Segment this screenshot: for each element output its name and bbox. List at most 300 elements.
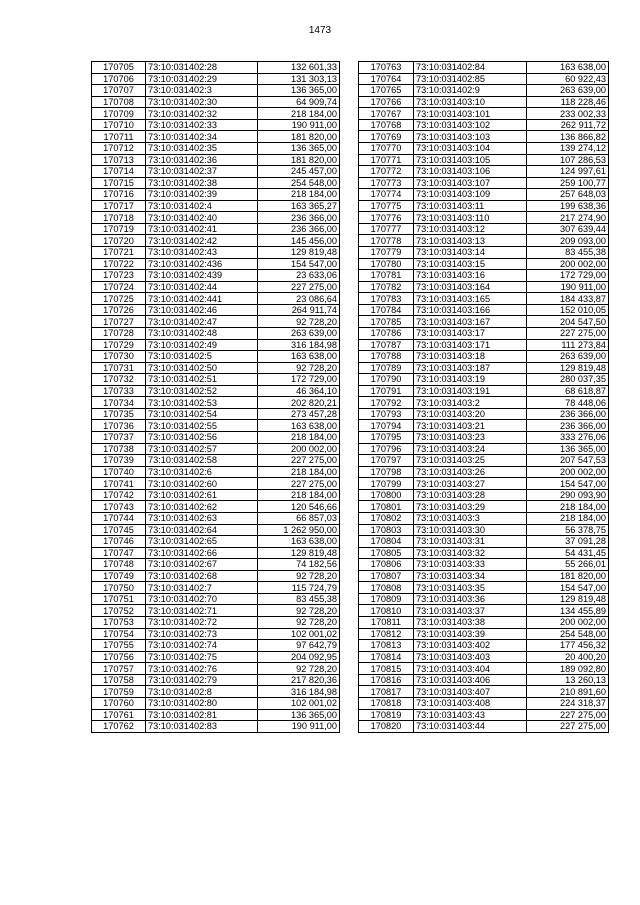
cadastral-value: 204 547,50 <box>527 316 609 328</box>
table-row <box>92 351 340 363</box>
row-number: 170771 <box>359 154 414 166</box>
cadastral-number: 73:10:031403:13 <box>414 235 527 247</box>
cadastral-number: 73:10:031403:16 <box>414 270 527 282</box>
table-row <box>359 131 609 143</box>
row-number: 170713 <box>92 154 146 166</box>
table-row <box>92 339 340 351</box>
table-row <box>359 293 609 305</box>
cadastral-value: 259 100,77 <box>527 177 609 189</box>
cadastral-value: 102 001,02 <box>258 697 340 709</box>
row-number: 170748 <box>92 559 146 571</box>
row-number: 170735 <box>92 408 146 420</box>
cadastral-value: 254 548,00 <box>527 628 609 640</box>
cadastral-value: 236 366,00 <box>527 408 609 420</box>
cadastral-number: 73:10:031403:36 <box>414 593 527 605</box>
table-row <box>359 443 609 455</box>
cadastral-value: 263 639,00 <box>258 327 340 339</box>
cadastral-number: 73:10:031402:28 <box>146 62 258 74</box>
cadastral-number: 73:10:031403:10 <box>414 96 527 108</box>
cadastral-number: 73:10:031403:15 <box>414 258 527 270</box>
cadastral-number: 73:10:031403:21 <box>414 420 527 432</box>
table-row <box>92 536 340 548</box>
cadastral-number: 73:10:031403:29 <box>414 501 527 513</box>
cadastral-value: 1 262 950,00 <box>258 524 340 536</box>
table-row <box>359 512 609 524</box>
cadastral-number: 73:10:031403:33 <box>414 559 527 571</box>
cadastral-value: 263 639,00 <box>527 85 609 97</box>
row-number: 170745 <box>92 524 146 536</box>
cadastral-number: 73:10:031402:439 <box>146 270 258 282</box>
table-row <box>359 281 609 293</box>
cadastral-number: 73:10:031402:71 <box>146 605 258 617</box>
row-number: 170768 <box>359 119 414 131</box>
cadastral-number: 73:10:031403:24 <box>414 443 527 455</box>
cadastral-value: 184 433,87 <box>527 293 609 305</box>
table-row <box>92 304 340 316</box>
table-row <box>359 547 609 559</box>
row-number: 170795 <box>359 432 414 444</box>
cadastral-value: 83 455,38 <box>527 247 609 259</box>
cadastral-value: 236 366,00 <box>258 223 340 235</box>
table-row <box>359 697 609 709</box>
row-number: 170773 <box>359 177 414 189</box>
row-number: 170718 <box>92 212 146 224</box>
page-number: 1473 <box>308 25 332 36</box>
cadastral-value: 154 547,00 <box>258 258 340 270</box>
row-number: 170787 <box>359 339 414 351</box>
cadastral-number: 73:10:031403:37 <box>414 605 527 617</box>
cadastral-value: 177 456,32 <box>527 640 609 652</box>
row-number: 170711 <box>92 131 146 143</box>
table-row <box>359 617 609 629</box>
cadastral-value: 129 819,48 <box>527 593 609 605</box>
cadastral-value: 118 228,46 <box>527 96 609 108</box>
cadastral-value: 134 455,89 <box>527 605 609 617</box>
row-number: 170808 <box>359 582 414 594</box>
table-row <box>92 593 340 605</box>
table-row <box>92 663 340 675</box>
cadastral-value: 23 633,06 <box>258 270 340 282</box>
cadastral-value: 181 820,00 <box>258 131 340 143</box>
table-row <box>92 385 340 397</box>
row-number: 170794 <box>359 420 414 432</box>
table-row <box>359 686 609 698</box>
cadastral-value: 254 548,00 <box>258 177 340 189</box>
row-number: 170730 <box>92 351 146 363</box>
cadastral-value: 139 274,12 <box>527 142 609 154</box>
row-number: 170784 <box>359 304 414 316</box>
table-row <box>92 686 340 698</box>
row-number: 170756 <box>92 651 146 663</box>
cadastral-value: 218 184,00 <box>258 108 340 120</box>
cadastral-value: 181 820,00 <box>527 570 609 582</box>
table-row <box>92 108 340 120</box>
cadastral-number: 73:10:031402:7 <box>146 582 258 594</box>
cadastral-number: 73:10:031402:29 <box>146 73 258 85</box>
cadastral-number: 73:10:031402:83 <box>146 721 258 733</box>
cadastral-number: 73:10:031402:81 <box>146 709 258 721</box>
cadastral-number: 73:10:031402:68 <box>146 570 258 582</box>
cadastral-number: 73:10:031402:39 <box>146 189 258 201</box>
table-row <box>92 432 340 444</box>
cadastral-value: 227 275,00 <box>527 721 609 733</box>
cadastral-value: 92 728,20 <box>258 663 340 675</box>
cadastral-value: 111 273,84 <box>527 339 609 351</box>
table-row <box>92 212 340 224</box>
cadastral-value: 200 002,00 <box>527 258 609 270</box>
cadastral-value: 68 618,87 <box>527 385 609 397</box>
cadastral-value: 316 184,98 <box>258 339 340 351</box>
cadastral-number: 73:10:031403:43 <box>414 709 527 721</box>
table-row <box>92 154 340 166</box>
row-number: 170798 <box>359 466 414 478</box>
table-row <box>92 96 340 108</box>
row-number: 170740 <box>92 466 146 478</box>
table-row <box>359 374 609 386</box>
table-row <box>359 570 609 582</box>
cadastral-value: 23 086,64 <box>258 293 340 305</box>
table-row <box>359 582 609 594</box>
cadastral-value: 20 400,20 <box>527 651 609 663</box>
cadastral-number: 73:10:031402:35 <box>146 142 258 154</box>
cadastral-number: 73:10:031403:25 <box>414 455 527 467</box>
cadastral-number: 73:10:031403:3 <box>414 512 527 524</box>
cadastral-value: 233 002,33 <box>527 108 609 120</box>
table-body-right <box>359 62 609 733</box>
table-row <box>359 235 609 247</box>
table-row <box>92 697 340 709</box>
row-number: 170724 <box>92 281 146 293</box>
row-number: 170818 <box>359 697 414 709</box>
cadastral-value: 333 276,06 <box>527 432 609 444</box>
cadastral-number: 73:10:031402:80 <box>146 697 258 709</box>
table-row <box>359 351 609 363</box>
row-number: 170758 <box>92 674 146 686</box>
cadastral-value: 218 184,00 <box>527 501 609 513</box>
row-number: 170792 <box>359 397 414 409</box>
row-number: 170802 <box>359 512 414 524</box>
row-number: 170810 <box>359 605 414 617</box>
cadastral-value: 78 448,06 <box>527 397 609 409</box>
row-number: 170779 <box>359 247 414 259</box>
row-number: 170775 <box>359 200 414 212</box>
cadastral-value: 66 857,03 <box>258 512 340 524</box>
cadastral-number: 73:10:031403:171 <box>414 339 527 351</box>
row-number: 170757 <box>92 663 146 675</box>
cadastral-number: 73:10:031402:63 <box>146 512 258 524</box>
cadastral-number: 73:10:031403:27 <box>414 478 527 490</box>
cadastral-number: 73:10:031402:441 <box>146 293 258 305</box>
cadastral-value: 273 457,28 <box>258 408 340 420</box>
table-row <box>359 651 609 663</box>
row-number: 170715 <box>92 177 146 189</box>
row-number: 170785 <box>359 316 414 328</box>
cadastral-value: 92 728,20 <box>258 570 340 582</box>
row-number: 170754 <box>92 628 146 640</box>
cadastral-value: 46 364,10 <box>258 385 340 397</box>
cadastral-number: 73:10:031402:51 <box>146 374 258 386</box>
cadastral-value: 55 266,01 <box>527 559 609 571</box>
row-number: 170769 <box>359 131 414 143</box>
cadastral-number: 73:10:031403:109 <box>414 189 527 201</box>
cadastral-value: 115 724,79 <box>258 582 340 594</box>
table-row <box>359 142 609 154</box>
row-number: 170816 <box>359 674 414 686</box>
table-row <box>359 640 609 652</box>
table-row <box>92 85 340 97</box>
cadastral-number: 73:10:031402:30 <box>146 96 258 108</box>
cadastral-number: 73:10:031403:165 <box>414 293 527 305</box>
cadastral-value: 92 728,20 <box>258 605 340 617</box>
cadastral-value: 307 639,44 <box>527 223 609 235</box>
cadastral-value: 56 378,75 <box>527 524 609 536</box>
cadastral-value: 107 286,53 <box>527 154 609 166</box>
cadastral-value: 204 092,95 <box>258 651 340 663</box>
cadastral-number: 73:10:031403:103 <box>414 131 527 143</box>
row-number: 170755 <box>92 640 146 652</box>
cadastral-number: 73:10:031403:11 <box>414 200 527 212</box>
cadastral-value: 129 819,48 <box>527 362 609 374</box>
cadastral-value: 136 365,00 <box>258 85 340 97</box>
cadastral-number: 73:10:031402:3 <box>146 85 258 97</box>
cadastral-number: 73:10:031402:40 <box>146 212 258 224</box>
row-number: 170762 <box>92 721 146 733</box>
cadastral-table-right <box>358 61 609 733</box>
cadastral-number: 73:10:031402:42 <box>146 235 258 247</box>
cadastral-number: 73:10:031403:39 <box>414 628 527 640</box>
cadastral-value: 207 547,53 <box>527 455 609 467</box>
table-row <box>92 512 340 524</box>
row-number: 170732 <box>92 374 146 386</box>
row-number: 170728 <box>92 327 146 339</box>
cadastral-number: 73:10:031403:19 <box>414 374 527 386</box>
row-number: 170734 <box>92 397 146 409</box>
table-row <box>92 142 340 154</box>
row-number: 170736 <box>92 420 146 432</box>
row-number: 170800 <box>359 489 414 501</box>
table-row <box>92 200 340 212</box>
row-number: 170813 <box>359 640 414 652</box>
cadastral-value: 236 366,00 <box>258 212 340 224</box>
row-number: 170759 <box>92 686 146 698</box>
cadastral-number: 73:10:031402:56 <box>146 432 258 444</box>
cadastral-number: 73:10:031402:53 <box>146 397 258 409</box>
cadastral-value: 145 456,00 <box>258 235 340 247</box>
row-number: 170783 <box>359 293 414 305</box>
row-number: 170712 <box>92 142 146 154</box>
cadastral-number: 73:10:031403:105 <box>414 154 527 166</box>
table-row <box>92 177 340 189</box>
cadastral-value: 190 911,00 <box>527 281 609 293</box>
cadastral-value: 181 820,00 <box>258 154 340 166</box>
table-row <box>92 235 340 247</box>
row-number: 170751 <box>92 593 146 605</box>
cadastral-number: 73:10:031403:30 <box>414 524 527 536</box>
cadastral-number: 73:10:031402:73 <box>146 628 258 640</box>
row-number: 170772 <box>359 166 414 178</box>
cadastral-number: 73:10:031402:47 <box>146 316 258 328</box>
row-number: 170761 <box>92 709 146 721</box>
cadastral-number: 73:10:031403:107 <box>414 177 527 189</box>
cadastral-value: 199 638,36 <box>527 200 609 212</box>
cadastral-number: 73:10:031403:12 <box>414 223 527 235</box>
cadastral-value: 163 638,00 <box>258 351 340 363</box>
row-number: 170725 <box>92 293 146 305</box>
cadastral-number: 73:10:031402:48 <box>146 327 258 339</box>
table-row <box>92 455 340 467</box>
cadastral-number: 73:10:031402:52 <box>146 385 258 397</box>
cadastral-number: 73:10:031403:20 <box>414 408 527 420</box>
row-number: 170707 <box>92 85 146 97</box>
cadastral-value: 124 997,61 <box>527 166 609 178</box>
cadastral-value: 227 275,00 <box>527 327 609 339</box>
row-number: 170737 <box>92 432 146 444</box>
cadastral-value: 236 366,00 <box>527 420 609 432</box>
table-row <box>359 466 609 478</box>
cadastral-number: 73:10:031402:62 <box>146 501 258 513</box>
cadastral-value: 92 728,20 <box>258 316 340 328</box>
cadastral-value: 64 909,74 <box>258 96 340 108</box>
cadastral-number: 73:10:031403:32 <box>414 547 527 559</box>
row-number: 170744 <box>92 512 146 524</box>
table-row <box>92 362 340 374</box>
cadastral-value: 227 275,00 <box>258 281 340 293</box>
cadastral-number: 73:10:031403:110 <box>414 212 527 224</box>
cadastral-number: 73:10:031403:38 <box>414 617 527 629</box>
cadastral-value: 224 318,37 <box>527 697 609 709</box>
row-number: 170782 <box>359 281 414 293</box>
cadastral-value: 209 093,00 <box>527 235 609 247</box>
table-row <box>92 281 340 293</box>
row-number: 170709 <box>92 108 146 120</box>
cadastral-value: 129 819,48 <box>258 247 340 259</box>
cadastral-value: 190 911,00 <box>258 119 340 131</box>
cadastral-number: 73:10:031403:187 <box>414 362 527 374</box>
cadastral-number: 73:10:031403:18 <box>414 351 527 363</box>
cadastral-number: 73:10:031402:66 <box>146 547 258 559</box>
row-number: 170789 <box>359 362 414 374</box>
table-row <box>92 223 340 235</box>
cadastral-value: 163 638,00 <box>258 536 340 548</box>
table-row <box>359 489 609 501</box>
table-row <box>359 119 609 131</box>
table-row <box>359 501 609 513</box>
table-row <box>92 73 340 85</box>
cadastral-number: 73:10:031403:191 <box>414 385 527 397</box>
row-number: 170706 <box>92 73 146 85</box>
cadastral-value: 37 091,28 <box>527 536 609 548</box>
row-number: 170791 <box>359 385 414 397</box>
row-number: 170764 <box>359 73 414 85</box>
table-row <box>92 605 340 617</box>
row-number: 170746 <box>92 536 146 548</box>
cadastral-value: 136 365,00 <box>527 443 609 455</box>
table-row <box>359 223 609 235</box>
cadastral-number: 73:10:031403:403 <box>414 651 527 663</box>
table-row <box>359 73 609 85</box>
row-number: 170752 <box>92 605 146 617</box>
cadastral-number: 73:10:031402:65 <box>146 536 258 548</box>
cadastral-number: 73:10:031402:76 <box>146 663 258 675</box>
cadastral-value: 218 184,00 <box>258 432 340 444</box>
cadastral-value: 54 431,45 <box>527 547 609 559</box>
row-number: 170733 <box>92 385 146 397</box>
table-row <box>359 154 609 166</box>
table-row <box>92 721 340 733</box>
cadastral-value: 202 820,21 <box>258 397 340 409</box>
cadastral-value: 227 275,00 <box>527 709 609 721</box>
table-row <box>92 674 340 686</box>
cadastral-number: 73:10:031402:54 <box>146 408 258 420</box>
cadastral-value: 74 182,56 <box>258 559 340 571</box>
cadastral-number: 73:10:031402:57 <box>146 443 258 455</box>
row-number: 170753 <box>92 617 146 629</box>
cadastral-number: 73:10:031402:37 <box>146 166 258 178</box>
table-row <box>359 709 609 721</box>
row-number: 170817 <box>359 686 414 698</box>
table-row <box>359 536 609 548</box>
cadastral-number: 73:10:031403:406 <box>414 674 527 686</box>
cadastral-number: 73:10:031403:23 <box>414 432 527 444</box>
row-number: 170809 <box>359 593 414 605</box>
cadastral-value: 190 911,00 <box>258 721 340 733</box>
table-row <box>92 293 340 305</box>
cadastral-value: 13 260,13 <box>527 674 609 686</box>
row-number: 170790 <box>359 374 414 386</box>
cadastral-number: 73:10:031403:31 <box>414 536 527 548</box>
row-number: 170805 <box>359 547 414 559</box>
cadastral-value: 245 457,00 <box>258 166 340 178</box>
cadastral-value: 316 184,98 <box>258 686 340 698</box>
table-row <box>359 559 609 571</box>
row-number: 170719 <box>92 223 146 235</box>
row-number: 170729 <box>92 339 146 351</box>
cadastral-number: 73:10:031403:407 <box>414 686 527 698</box>
cadastral-value: 129 819,48 <box>258 547 340 559</box>
table-row <box>359 316 609 328</box>
row-number: 170804 <box>359 536 414 548</box>
cadastral-number: 73:10:031402:8 <box>146 686 258 698</box>
table-row <box>92 582 340 594</box>
table-row <box>359 593 609 605</box>
row-number: 170786 <box>359 327 414 339</box>
cadastral-value: 163 638,00 <box>527 62 609 74</box>
row-number: 170749 <box>92 570 146 582</box>
row-number: 170742 <box>92 489 146 501</box>
row-number: 170716 <box>92 189 146 201</box>
table-row <box>92 270 340 282</box>
cadastral-number: 73:10:031402:38 <box>146 177 258 189</box>
cadastral-value: 83 455,38 <box>258 593 340 605</box>
cadastral-number: 73:10:031402:44 <box>146 281 258 293</box>
cadastral-value: 136 866,82 <box>527 131 609 143</box>
table-row <box>359 663 609 675</box>
cadastral-number: 73:10:031403:166 <box>414 304 527 316</box>
table-row <box>92 466 340 478</box>
table-row <box>359 397 609 409</box>
row-number: 170793 <box>359 408 414 420</box>
table-row <box>92 559 340 571</box>
table-row <box>92 397 340 409</box>
table-row <box>92 131 340 143</box>
cadastral-number: 73:10:031402:79 <box>146 674 258 686</box>
cadastral-number: 73:10:031402:55 <box>146 420 258 432</box>
cadastral-value: 263 639,00 <box>527 351 609 363</box>
cadastral-value: 257 648,03 <box>527 189 609 201</box>
row-number: 170797 <box>359 455 414 467</box>
table-row <box>92 628 340 640</box>
cadastral-number: 73:10:031402:9 <box>414 85 527 97</box>
